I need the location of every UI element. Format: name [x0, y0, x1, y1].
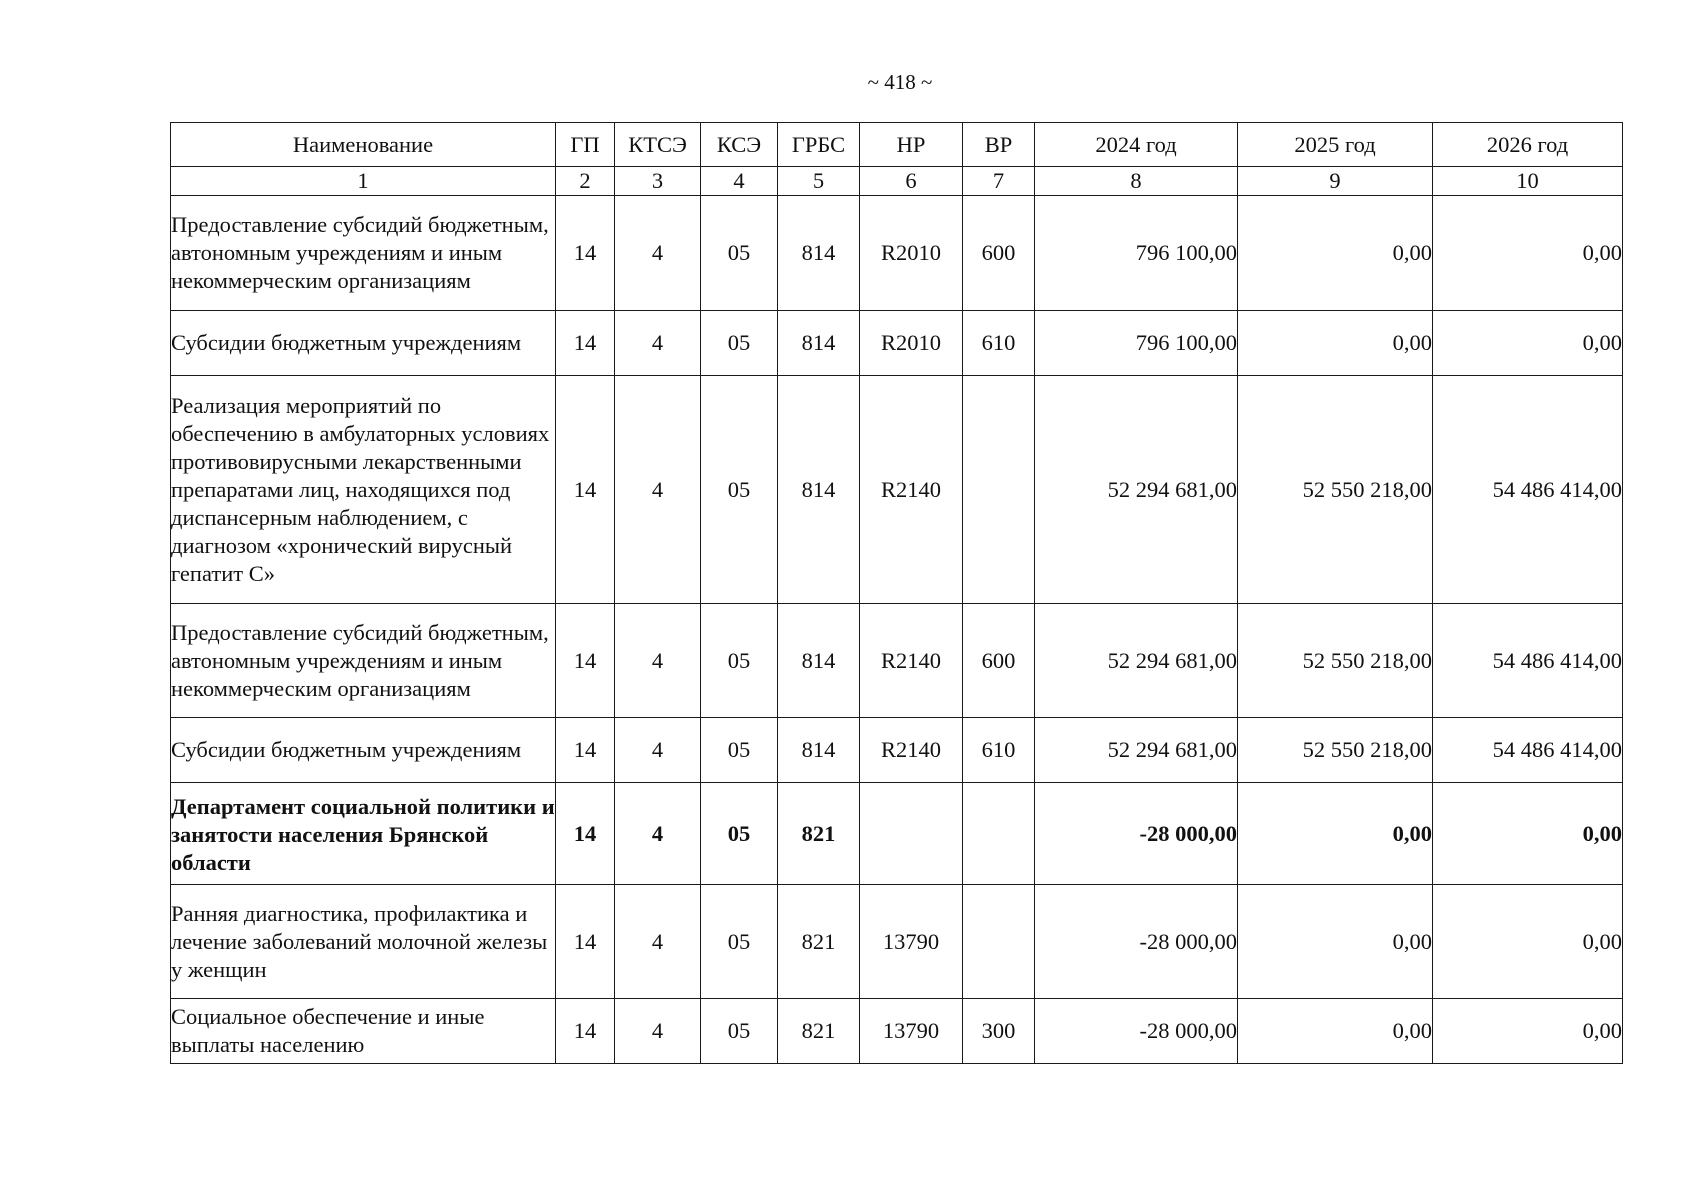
row-grbs: 821	[778, 783, 860, 885]
header-2024: 2024 год	[1035, 123, 1238, 167]
row-amount-2025: 0,00	[1238, 885, 1433, 999]
header-gp: ГП	[556, 123, 615, 167]
row-kse: 05	[701, 885, 778, 999]
row-gp: 14	[556, 376, 615, 604]
column-number: 1	[171, 167, 556, 196]
row-amount-2024: 52 294 681,00	[1035, 604, 1238, 718]
row-kse: 05	[701, 999, 778, 1064]
row-amount-2024: -28 000,00	[1035, 885, 1238, 999]
row-amount-2025: 52 550 218,00	[1238, 376, 1433, 604]
row-amount-2026: 0,00	[1433, 885, 1623, 999]
row-kse: 05	[701, 311, 778, 376]
row-vr: 600	[963, 604, 1035, 718]
row-kse: 05	[701, 718, 778, 783]
table-row-department	[171, 783, 1623, 885]
row-ktse: 4	[615, 311, 701, 376]
row-nr: R2140	[860, 604, 963, 718]
row-amount-2025: 52 550 218,00	[1238, 604, 1433, 718]
column-number: 4	[701, 167, 778, 196]
row-amount-2024: 52 294 681,00	[1035, 718, 1238, 783]
row-amount-2024: 796 100,00	[1035, 196, 1238, 311]
column-number: 10	[1433, 167, 1623, 196]
row-vr: 610	[963, 311, 1035, 376]
row-vr	[963, 376, 1035, 604]
row-amount-2026: 54 486 414,00	[1433, 718, 1623, 783]
row-nr: R2140	[860, 718, 963, 783]
row-grbs: 814	[778, 196, 860, 311]
row-ktse: 4	[615, 604, 701, 718]
header-name: Наименование	[171, 123, 556, 167]
table-row	[171, 196, 1623, 311]
budget-table	[170, 122, 1623, 1064]
table-row	[171, 311, 1623, 376]
row-grbs: 821	[778, 885, 860, 999]
row-amount-2025: 0,00	[1238, 999, 1433, 1064]
row-amount-2026: 0,00	[1433, 783, 1623, 885]
row-nr: 13790	[860, 999, 963, 1064]
row-kse: 05	[701, 196, 778, 311]
row-amount-2026: 54 486 414,00	[1433, 604, 1623, 718]
row-grbs: 814	[778, 311, 860, 376]
header-vr: ВР	[963, 123, 1035, 167]
table-row	[171, 376, 1623, 604]
row-name: Ранняя диагностика, профилактика и лечение заболеваний молочной железы у женщин	[171, 885, 556, 999]
row-amount-2025: 0,00	[1238, 196, 1433, 311]
column-number: 7	[963, 167, 1035, 196]
row-name: Субсидии бюджетным учреждениям	[171, 718, 556, 783]
row-vr: 610	[963, 718, 1035, 783]
row-ktse: 4	[615, 783, 701, 885]
column-number: 3	[615, 167, 701, 196]
row-name: Предоставление субсидий бюджетным, автономным учреждениям и иным некоммерческим организациям	[171, 196, 556, 311]
row-name: Департамент социальной политики и занятости населения Брянской области	[171, 783, 556, 885]
row-name: Субсидии бюджетным учреждениям	[171, 311, 556, 376]
row-kse: 05	[701, 376, 778, 604]
row-amount-2026: 0,00	[1433, 999, 1623, 1064]
row-amount-2024: 796 100,00	[1035, 311, 1238, 376]
header-2026: 2026 год	[1433, 123, 1623, 167]
row-vr: 600	[963, 196, 1035, 311]
row-gp: 14	[556, 196, 615, 311]
row-grbs: 821	[778, 999, 860, 1064]
column-number: 6	[860, 167, 963, 196]
row-kse: 05	[701, 783, 778, 885]
table-row	[171, 885, 1623, 999]
column-number: 2	[556, 167, 615, 196]
row-gp: 14	[556, 783, 615, 885]
row-gp: 14	[556, 885, 615, 999]
column-number: 5	[778, 167, 860, 196]
row-nr: R2010	[860, 311, 963, 376]
row-gp: 14	[556, 604, 615, 718]
row-vr: 300	[963, 999, 1035, 1064]
row-amount-2025: 0,00	[1238, 311, 1433, 376]
row-amount-2024: -28 000,00	[1035, 783, 1238, 885]
table-row	[171, 604, 1623, 718]
column-number-row	[171, 167, 1623, 196]
row-gp: 14	[556, 999, 615, 1064]
row-amount-2025: 52 550 218,00	[1238, 718, 1433, 783]
row-ktse: 4	[615, 376, 701, 604]
row-grbs: 814	[778, 376, 860, 604]
row-amount-2026: 54 486 414,00	[1433, 376, 1623, 604]
row-nr: 13790	[860, 885, 963, 999]
row-amount-2024: -28 000,00	[1035, 999, 1238, 1064]
row-name: Реализация мероприятий по обеспечению в амбулаторных условиях противовирусными лекарственными препаратами лиц, находящихся под диспансерным наблюдением, с диагнозом «хронический вирусный гепатит С»	[171, 376, 556, 604]
row-grbs: 814	[778, 718, 860, 783]
header-nr: НР	[860, 123, 963, 167]
header-ktse: КТСЭ	[615, 123, 701, 167]
row-grbs: 814	[778, 604, 860, 718]
row-vr	[963, 885, 1035, 999]
row-ktse: 4	[615, 885, 701, 999]
column-number: 9	[1238, 167, 1433, 196]
row-kse: 05	[701, 604, 778, 718]
row-ktse: 4	[615, 196, 701, 311]
page-number: ~ 418 ~	[867, 70, 933, 94]
column-number: 8	[1035, 167, 1238, 196]
header-kse: КСЭ	[701, 123, 778, 167]
row-amount-2025: 0,00	[1238, 783, 1433, 885]
row-gp: 14	[556, 311, 615, 376]
table-row	[171, 718, 1623, 783]
header-row	[171, 123, 1623, 167]
row-ktse: 4	[615, 718, 701, 783]
row-amount-2024: 52 294 681,00	[1035, 376, 1238, 604]
row-gp: 14	[556, 718, 615, 783]
header-grbs: ГРБС	[778, 123, 860, 167]
row-ktse: 4	[615, 999, 701, 1064]
row-nr	[860, 783, 963, 885]
row-nr: R2010	[860, 196, 963, 311]
row-amount-2026: 0,00	[1433, 196, 1623, 311]
row-name: Социальное обеспечение и иные выплаты населению	[171, 999, 556, 1064]
row-vr	[963, 783, 1035, 885]
row-nr: R2140	[860, 376, 963, 604]
table-row	[171, 999, 1623, 1064]
row-name: Предоставление субсидий бюджетным, автономным учреждениям и иным некоммерческим организациям	[171, 604, 556, 718]
header-2025: 2025 год	[1238, 123, 1433, 167]
row-amount-2026: 0,00	[1433, 311, 1623, 376]
